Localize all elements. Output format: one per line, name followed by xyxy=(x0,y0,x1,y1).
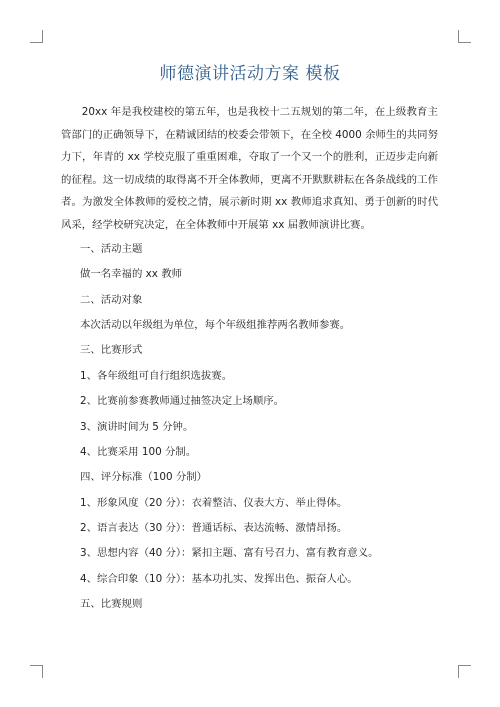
format-item-3: 3、演讲时间为 5 分钟。 xyxy=(80,421,194,433)
theme-text: 做一名幸福的 xx 教师 xyxy=(80,268,183,280)
scoring-item-1: 1、形象风度（20 分）：衣着整洁、仪表大方、举止得体。 xyxy=(80,497,348,509)
participants-text: 本次活动以年级组为单位，每个年级组推荐两名教师参赛。 xyxy=(80,319,351,331)
section-heading-rules: 五、比赛规则 xyxy=(80,598,143,610)
scoring-item-3: 3、思想内容（40 分）：紧扣主题、富有号召力、富有教育意义。 xyxy=(80,547,379,559)
crop-mark-top-left xyxy=(30,30,43,43)
section-heading-format: 三、比赛形式 xyxy=(80,344,143,356)
format-item-4: 4、比赛采用 100 分制。 xyxy=(80,446,197,458)
section-heading-theme: 一、活动主题 xyxy=(80,243,143,255)
format-item-2: 2、比赛前参赛教师通过抽签决定上场顺序。 xyxy=(80,395,285,407)
document-title: 师德演讲活动方案 模板 xyxy=(159,64,341,84)
scoring-item-2: 2、语言表达（30 分）：普通话标、表达流畅、激情昂扬。 xyxy=(80,522,348,534)
intro-paragraph: 20xx 年是我校建校的第五年，也是我校十二五规划的第二年，在上级教育主管部门的正确领导下，在精诚团结的校委会带领下，在全校 4000 余师生的共同努力下，年青的 xx 学校克服了重重困难，夺取了一个又一个的胜利，正迈步走向新的征程。这一切成绩的取得离不开全体教师，更离不开默默耕耘在各条战线的工作者。为激发全体教师的爱校之情，展示新时期 xx 教师追求真知、勇于创新的时代风采，经学校研究决定，在全体教师中开展第 xx 届教师演讲比赛。 xyxy=(61,106,438,231)
crop-mark-top-right xyxy=(458,30,471,43)
crop-mark-bottom-right xyxy=(458,665,471,678)
section-heading-scoring: 四、评分标准（100 分制） xyxy=(80,471,208,483)
format-item-1: 1、各年级组可自行组织选拔赛。 xyxy=(80,370,233,382)
crop-mark-bottom-left xyxy=(30,665,43,678)
scoring-item-4: 4、综合印象（10 分）：基本功扎实、发挥出色、振奋人心。 xyxy=(80,573,358,585)
section-heading-participants: 二、活动对象 xyxy=(80,294,143,306)
